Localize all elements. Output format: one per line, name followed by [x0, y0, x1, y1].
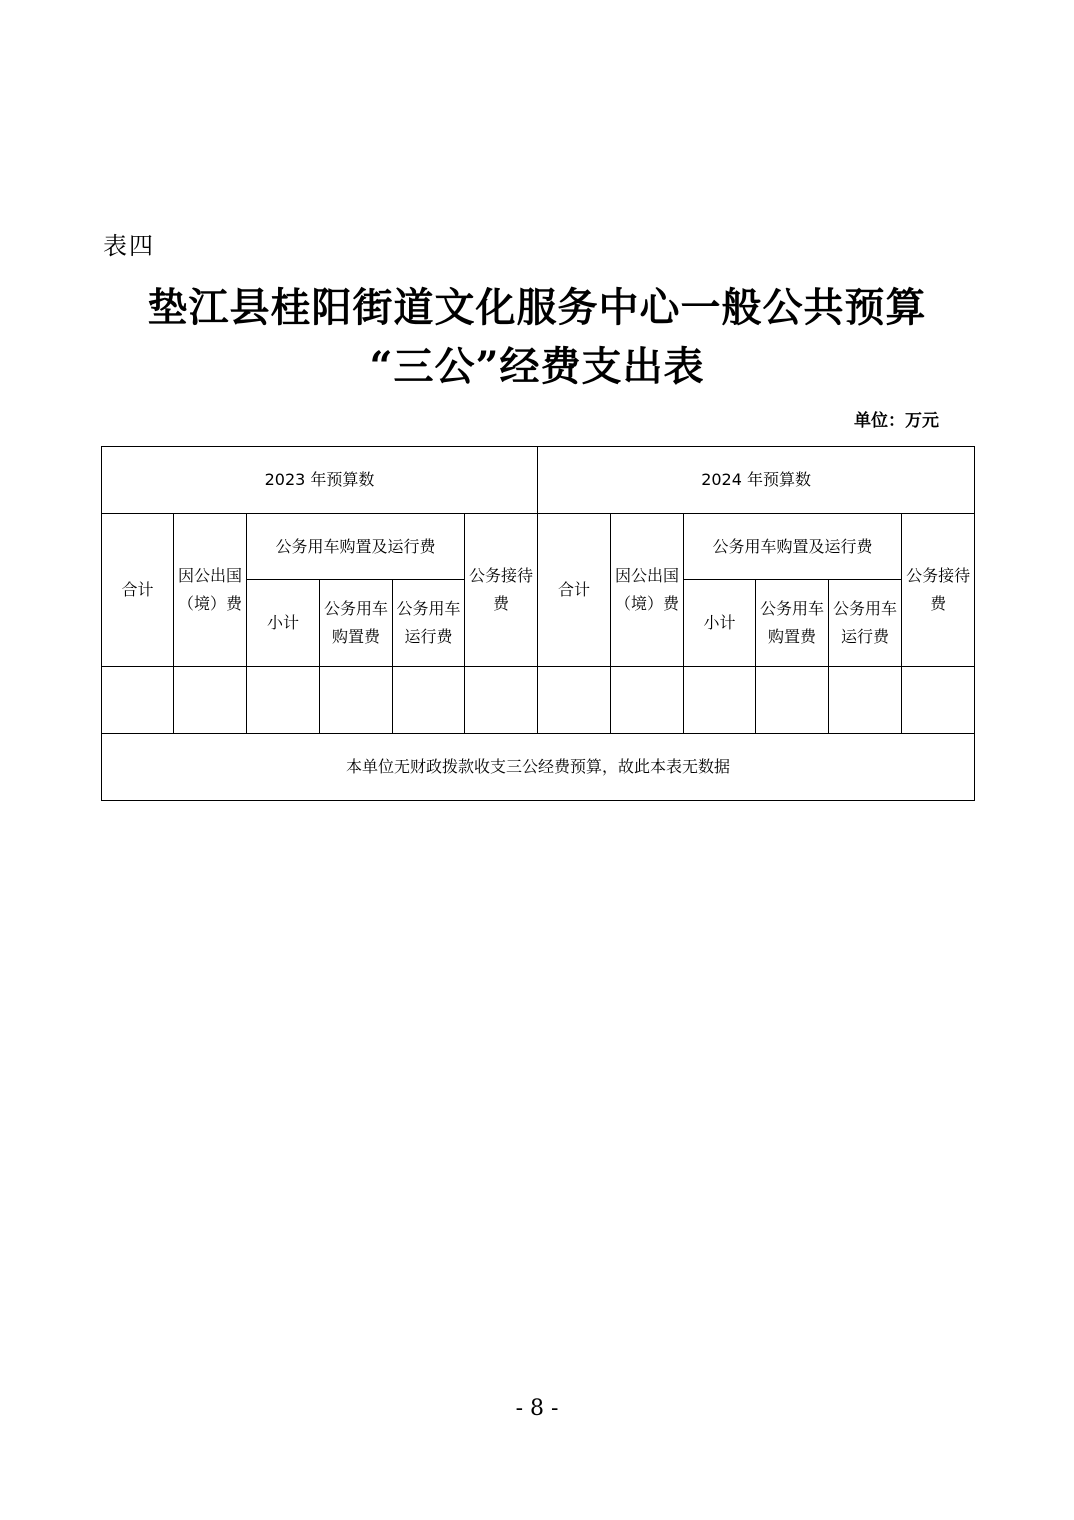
three-public-expenses-table — [101, 446, 975, 801]
year-2024-header: 2024 年预算数 — [538, 447, 975, 514]
header-subtotal-2024: 小计 — [684, 580, 756, 667]
header-vehicle-group-2024: 公务用车购置及运行费 — [684, 514, 902, 580]
table-cell — [102, 667, 174, 734]
page-title-line-2: “三公”经费支出表 — [369, 343, 705, 390]
header-operation-2023: 公务用车运行费 — [393, 580, 465, 667]
header-total-2023: 合计 — [102, 514, 174, 667]
header-abroad-2024: 因公出国（境）费 — [611, 514, 684, 667]
table-cell — [684, 667, 756, 734]
table-cell — [465, 667, 538, 734]
table-cell — [902, 667, 975, 734]
header-reception-2024: 公务接待费 — [902, 514, 975, 667]
header-total-2024: 合计 — [538, 514, 611, 667]
header-operation-2024: 公务用车运行费 — [829, 580, 902, 667]
header-subtotal-2023: 小计 — [247, 580, 320, 667]
table-cell — [174, 667, 247, 734]
year-2023-header: 2023 年预算数 — [102, 447, 538, 514]
header-reception-2023: 公务接待费 — [465, 514, 538, 667]
table-number-label: 表四 — [103, 232, 155, 260]
table-row — [102, 667, 975, 734]
no-data-note: 本单位无财政拨款收支三公经费预算，故此本表无数据 — [102, 734, 975, 801]
table-cell — [538, 667, 611, 734]
header-abroad-2023: 因公出国（境）费 — [174, 514, 247, 667]
header-vehicle-group-2023: 公务用车购置及运行费 — [247, 514, 465, 580]
page-title-line-1: 垫江县桂阳街道文化服务中心一般公共预算 — [147, 284, 927, 331]
table-cell — [611, 667, 684, 734]
table-cell — [320, 667, 393, 734]
table-cell — [393, 667, 465, 734]
table-cell — [247, 667, 320, 734]
unit-label: 单位：万元 — [854, 411, 939, 431]
header-purchase-2024: 公务用车购置费 — [756, 580, 829, 667]
table-cell — [829, 667, 902, 734]
header-purchase-2023: 公务用车购置费 — [320, 580, 393, 667]
page-number: - 8 - — [515, 1396, 559, 1421]
table-cell — [756, 667, 829, 734]
